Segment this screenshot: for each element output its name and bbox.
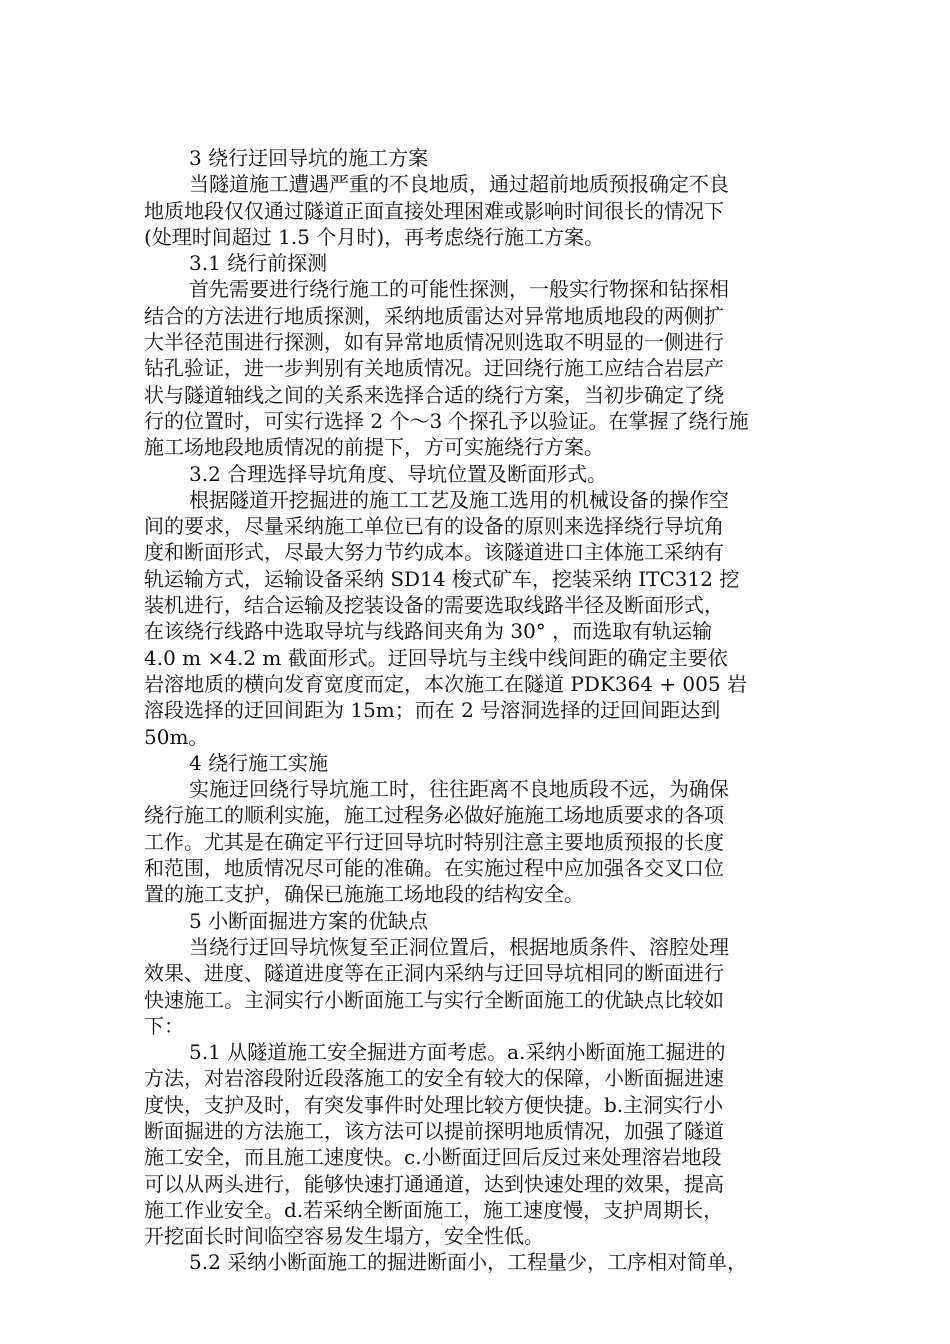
text-line: 施工场地段地质情况的前提下，方可实施绕行方案。 (144, 435, 604, 460)
text-line: 工作。尤其是在确定平行迂回导坑时特别注意主要地质预报的长度 (144, 829, 724, 854)
document-body (144, 145, 806, 1276)
text-line: 绕行施工的顺利实施，施工过程务必做好施施工场地质要求的各项 (144, 803, 724, 828)
text-line: 溶段选择的迂回间距为 15m；而在 2 号溶洞选择的迂回间距达到 (144, 698, 721, 723)
text-line: 施工作业安全。d.若采纳全断面施工，施工速度慢，支护周期长， (144, 1197, 724, 1222)
text-line: 效果、进度、隧道进度等在正洞内采纳与迂回导坑相同的断面进行 (144, 961, 724, 986)
text-line: 3.1 绕行前探测 (189, 251, 328, 276)
text-line: 首先需要进行绕行施工的可能性探测，一般实行物探和钻探相 (189, 277, 729, 302)
text-line: (处理时间超过 1.5 个月时)，再考虑绕行施工方案。 (144, 224, 605, 249)
text-line: 快速施工。主洞实行小断面施工与实行全断面施工的优缺点比较如 (144, 987, 724, 1012)
text-line: 施工安全，而且施工速度快。c.小断面迂回后反过来处理溶岩地段 (144, 1145, 722, 1170)
text-line: 当绕行迂回导坑恢复至正洞位置后，根据地质条件、溶腔处理 (189, 934, 729, 959)
text-line: 50m。 (144, 724, 209, 749)
text-line: 断面掘进的方法施工，该方法可以提前探明地质情况，加强了隧道 (144, 1118, 724, 1143)
text-line: 4 绕行施工实施 (189, 750, 329, 775)
text-line: 可以从两头进行，能够快速打通通道，达到快速处理的效果，提高 (144, 1171, 724, 1196)
text-line: 装机进行，结合运输及挖装设备的需要选取线路半径及断面形式， (144, 593, 724, 618)
text-line: 在该绕行线路中选取导坑与线路间夹角为 30° ，而选取有轨运输 (144, 619, 713, 644)
text-line: 开挖面长时间临空容易发生塌方，安全性低。 (144, 1224, 544, 1249)
text-line: 钻孔验证，进一步判别有关地质情况。迂回绕行施工应结合岩层产 (144, 356, 724, 381)
text-line: 4.0 m ×4.2 m 截面形式。迂回导坑与主线中线间距的确定主要依 (144, 645, 728, 670)
text-line: 3.2 合理选择导坑角度、导坑位置及断面形式。 (189, 461, 608, 486)
text-line: 轨运输方式，运输设备采纳 SD14 梭式矿车，挖装采纳 ITC312 挖 (144, 566, 740, 591)
text-line: 地质地段仅仅通过隧道正面直接处理困难或影响时间很长的情况下 (144, 198, 724, 223)
text-line: 岩溶地质的横向发育宽度而定，本次施工在隧道 PDK364 + 005 岩 (144, 671, 747, 696)
text-line: 行的位置时，可实行选择 2 个～3 个探孔予以验证。在掌握了绕行施 (144, 408, 749, 433)
text-line: 根据隧道开挖掘进的施工工艺及施工选用的机械设备的操作空 (189, 487, 729, 512)
text-line: 度和断面形式，尽最大努力节约成本。该隧道进口主体施工采纳有 (144, 540, 724, 565)
text-line: 5.1 从隧道施工安全掘进方面考虑。a.采纳小断面施工掘进的 (189, 1040, 726, 1065)
text-line: 3 绕行迂回导坑的施工方案 (189, 146, 429, 170)
text-line: 方法，对岩溶段附近段落施工的安全有较大的保障，小断面掘进速 (144, 1066, 724, 1091)
text-line: 状与隧道轴线之间的关系来选择合适的绕行方案，当初步确定了绕 (144, 382, 724, 407)
text-line: 间的要求，尽量采纳施工单位已有的设备的原则来选择绕行导坑角 (144, 514, 724, 539)
text-line: 置的施工支护，确保已施施工场地段的结构安全。 (144, 882, 584, 907)
text-line: 5 小断面掘进方案的优缺点 (189, 908, 429, 933)
text-line: 和范围，地质情况尽可能的准确。在实施过程中应加强各交叉口位 (144, 856, 724, 881)
text-line: 结合的方法进行地质探测，采纳地质雷达对异常地质地段的两侧扩 (144, 303, 724, 328)
text-line: 当隧道施工遭遇严重的不良地质，通过超前地质预报确定不良 (189, 172, 729, 197)
text-line: 下： (144, 1013, 184, 1038)
text-line: 实施迂回绕行导坑施工时，往往距离不良地质段不远，为确保 (189, 777, 729, 802)
text-line: 大半径范围进行探测，如有异常地质情况则选取不明显的一侧进行 (144, 330, 724, 355)
text-line: 5.2 采纳小断面施工的掘进断面小，工程量少，工序相对简单， (189, 1250, 748, 1275)
text-line: 度快，支护及时，有突发事件时处理比较方便快捷。b.主洞实行小 (144, 1092, 724, 1117)
